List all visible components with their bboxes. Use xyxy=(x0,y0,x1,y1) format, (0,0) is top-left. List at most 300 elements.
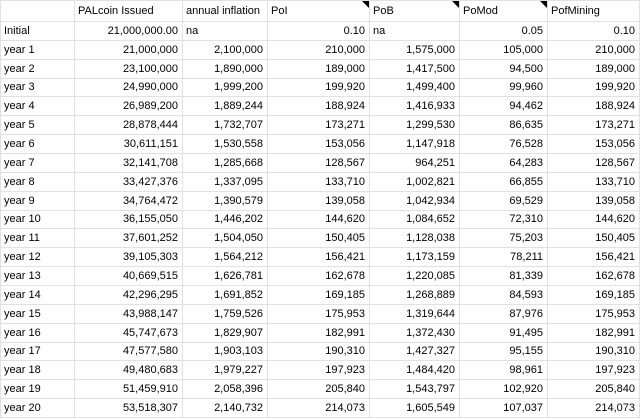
cell-value: 26,989,200 xyxy=(122,100,178,113)
cell-value: year 7 xyxy=(4,156,35,169)
cell-value: 189,000 xyxy=(325,62,365,75)
cell-value: 42,296,295 xyxy=(122,288,178,301)
cell-value: 37,601,252 xyxy=(122,232,178,245)
cell-value: 1,564,212 xyxy=(214,251,263,264)
cell[interactable] xyxy=(548,79,640,98)
cell-value: 1,268,889 xyxy=(406,288,455,301)
cell-value: 107,037 xyxy=(503,402,543,415)
cell-value: 28,878,444 xyxy=(122,119,178,132)
cell-value: 43,988,147 xyxy=(122,307,178,320)
cell[interactable] xyxy=(183,324,268,343)
row-label[interactable] xyxy=(1,60,75,79)
cell[interactable] xyxy=(460,343,548,362)
cell[interactable] xyxy=(460,79,548,98)
cell[interactable] xyxy=(183,116,268,135)
cell-value: 1,299,530 xyxy=(406,119,455,132)
cell[interactable] xyxy=(75,324,183,343)
cell[interactable] xyxy=(370,324,460,343)
cell[interactable] xyxy=(548,154,640,173)
cell-value: 40,669,515 xyxy=(122,270,178,283)
cell-value: year 12 xyxy=(4,251,41,264)
cell[interactable] xyxy=(370,79,460,98)
cell-value: 64,283 xyxy=(509,156,543,169)
cell-value: 2,058,396 xyxy=(214,383,263,396)
cell-value: 1,759,526 xyxy=(214,307,263,320)
cell[interactable] xyxy=(548,324,640,343)
corner-cell[interactable] xyxy=(1,1,75,22)
cell[interactable] xyxy=(370,135,460,154)
cell[interactable] xyxy=(460,97,548,116)
cell-value: year 11 xyxy=(4,232,40,245)
cell[interactable] xyxy=(183,41,268,60)
cell[interactable] xyxy=(370,41,460,60)
cell-value: 173,271 xyxy=(325,119,365,132)
column-header-label: PoI xyxy=(271,5,288,17)
cell-value: 1,889,244 xyxy=(214,100,263,113)
cell[interactable] xyxy=(548,305,640,324)
row-label[interactable] xyxy=(1,361,75,380)
row-label[interactable] xyxy=(1,79,75,98)
cell-value: 182,991 xyxy=(595,326,635,339)
cell-value: 144,620 xyxy=(325,213,365,226)
cell[interactable] xyxy=(548,343,640,362)
cell[interactable] xyxy=(75,22,183,41)
cell[interactable] xyxy=(268,343,370,362)
cell-value: 30,611,151 xyxy=(123,138,178,151)
cell-value: 94,500 xyxy=(509,62,543,75)
cell[interactable] xyxy=(268,60,370,79)
cell-value: 153,056 xyxy=(595,138,635,151)
cell[interactable] xyxy=(183,343,268,362)
cell[interactable] xyxy=(75,192,183,211)
cell[interactable] xyxy=(370,173,460,192)
cell[interactable] xyxy=(460,305,548,324)
cell[interactable] xyxy=(268,267,370,286)
cell-value: 91,495 xyxy=(509,326,543,339)
cell[interactable] xyxy=(75,380,183,399)
cell[interactable] xyxy=(75,229,183,248)
cell-value: 189,000 xyxy=(595,62,635,75)
cell[interactable] xyxy=(75,97,183,116)
cell-value: 2,100,000 xyxy=(214,43,263,56)
cell[interactable] xyxy=(548,41,640,60)
cell[interactable] xyxy=(268,229,370,248)
cell-value: year 13 xyxy=(4,270,41,283)
cell-value: na xyxy=(373,24,386,37)
cell[interactable] xyxy=(75,135,183,154)
cell[interactable] xyxy=(548,286,640,305)
cell[interactable] xyxy=(183,60,268,79)
cell[interactable] xyxy=(370,267,460,286)
cell[interactable] xyxy=(75,211,183,230)
cell-value: 72,310 xyxy=(509,213,543,226)
cell[interactable] xyxy=(183,135,268,154)
cell-value: 150,405 xyxy=(325,232,365,245)
cell[interactable] xyxy=(460,229,548,248)
row-label[interactable] xyxy=(1,229,75,248)
cell-value: 133,710 xyxy=(325,175,365,188)
cell-value: 1,416,933 xyxy=(406,100,455,113)
row-label[interactable] xyxy=(1,324,75,343)
note-icon xyxy=(540,1,547,8)
cell-value: 1,427,327 xyxy=(406,345,455,358)
cell-value: 1,128,038 xyxy=(406,232,455,245)
cell-value: 32,141,708 xyxy=(122,156,178,169)
cell-value: 175,953 xyxy=(595,307,635,320)
cell-value: 51,459,910 xyxy=(122,383,178,396)
cell-value: 1,484,420 xyxy=(406,364,455,377)
cell[interactable] xyxy=(460,22,548,41)
cell-value: 84,593 xyxy=(509,288,543,301)
row-label[interactable] xyxy=(1,211,75,230)
cell[interactable] xyxy=(548,267,640,286)
cell-value: 188,924 xyxy=(325,100,365,113)
cell[interactable] xyxy=(268,173,370,192)
cell-value: 39,105,303 xyxy=(122,251,178,264)
cell-value: 23,100,000 xyxy=(122,62,178,75)
column-header-poi[interactable] xyxy=(268,1,370,22)
cell-value: 214,073 xyxy=(325,402,365,415)
cell-value: 66,855 xyxy=(509,175,543,188)
cell[interactable] xyxy=(183,97,268,116)
cell-value: 169,185 xyxy=(325,288,365,301)
cell[interactable] xyxy=(268,305,370,324)
cell[interactable] xyxy=(183,79,268,98)
cell-value: 36,155,050 xyxy=(122,213,178,226)
cell[interactable] xyxy=(370,248,460,267)
cell[interactable] xyxy=(370,286,460,305)
cell-value: 0.05 xyxy=(521,24,543,37)
cell[interactable] xyxy=(268,286,370,305)
cell-value: 173,271 xyxy=(595,119,635,132)
cell-value: 98,961 xyxy=(509,364,543,377)
cell-value: 1,605,549 xyxy=(406,402,455,415)
cell-value: year 2 xyxy=(4,62,35,75)
cell[interactable] xyxy=(460,380,548,399)
row-label[interactable] xyxy=(1,380,75,399)
cell-value: year 16 xyxy=(4,326,41,339)
cell-value: 24,990,000 xyxy=(122,81,178,94)
cell-value: 1,285,668 xyxy=(214,156,263,169)
cell-value: 94,462 xyxy=(509,100,543,113)
cell[interactable] xyxy=(548,399,640,418)
cell[interactable] xyxy=(75,248,183,267)
cell[interactable] xyxy=(75,399,183,418)
cell-value: 188,924 xyxy=(595,100,635,113)
cell[interactable] xyxy=(183,22,268,41)
cell[interactable] xyxy=(183,399,268,418)
cell[interactable] xyxy=(75,154,183,173)
column-header-pob[interactable] xyxy=(370,1,460,22)
cell[interactable] xyxy=(460,399,548,418)
cell-value: 210,000 xyxy=(595,43,635,56)
cell-value: 1,543,797 xyxy=(406,383,455,396)
cell[interactable] xyxy=(268,248,370,267)
cell[interactable] xyxy=(75,286,183,305)
cell[interactable] xyxy=(183,305,268,324)
cell[interactable] xyxy=(268,361,370,380)
cell[interactable] xyxy=(268,192,370,211)
cell[interactable] xyxy=(460,248,548,267)
cell-value: 197,923 xyxy=(325,364,365,377)
cell-value: 190,310 xyxy=(595,345,635,358)
cell[interactable] xyxy=(460,324,548,343)
cell-value: 76,528 xyxy=(509,138,543,151)
cell[interactable] xyxy=(268,79,370,98)
cell[interactable] xyxy=(268,135,370,154)
cell[interactable] xyxy=(370,60,460,79)
cell-value: 1,417,500 xyxy=(406,62,455,75)
cell[interactable] xyxy=(548,22,640,41)
cell[interactable] xyxy=(268,97,370,116)
column-header-pomod[interactable] xyxy=(460,1,548,22)
cell-value: 86,635 xyxy=(509,119,543,132)
cell[interactable] xyxy=(370,361,460,380)
cell-value: 87,976 xyxy=(509,307,543,320)
cell-value: 0.10 xyxy=(613,24,635,37)
cell-value: 162,678 xyxy=(595,270,635,283)
cell-value: 139,058 xyxy=(595,194,635,207)
cell[interactable] xyxy=(268,211,370,230)
cell-value: 1,337,095 xyxy=(214,175,263,188)
cell-value: 128,567 xyxy=(595,156,635,169)
cell[interactable] xyxy=(268,324,370,343)
cell-value: 175,953 xyxy=(325,307,365,320)
cell-value: 1,829,907 xyxy=(214,326,263,339)
cell[interactable] xyxy=(460,361,548,380)
cell[interactable] xyxy=(183,380,268,399)
row-label[interactable] xyxy=(1,116,75,135)
cell[interactable] xyxy=(370,97,460,116)
cell[interactable] xyxy=(370,229,460,248)
cell[interactable] xyxy=(75,116,183,135)
cell[interactable] xyxy=(183,229,268,248)
cell-value: 1,372,430 xyxy=(406,326,455,339)
cell-value: 128,567 xyxy=(325,156,365,169)
cell[interactable] xyxy=(548,229,640,248)
cell-value: 1,626,781 xyxy=(214,270,263,283)
note-icon xyxy=(452,1,459,8)
cell-value: 75,203 xyxy=(509,232,543,245)
cell-value: 1,575,000 xyxy=(406,43,455,56)
cell-value: 162,678 xyxy=(325,270,365,283)
cell[interactable] xyxy=(183,211,268,230)
row-label[interactable] xyxy=(1,22,75,41)
cell-value: 53,518,307 xyxy=(122,402,178,415)
cell[interactable] xyxy=(268,22,370,41)
cell-value: 199,920 xyxy=(325,81,365,94)
cell[interactable] xyxy=(75,173,183,192)
cell[interactable] xyxy=(75,79,183,98)
cell-value: 169,185 xyxy=(595,288,635,301)
cell[interactable] xyxy=(268,41,370,60)
column-header-label: PALcoin Issued xyxy=(78,5,154,17)
row-label[interactable] xyxy=(1,248,75,267)
cell-value: 210,000 xyxy=(325,43,365,56)
cell[interactable] xyxy=(268,399,370,418)
row-label[interactable] xyxy=(1,192,75,211)
cell-value: 156,421 xyxy=(595,251,635,264)
cell[interactable] xyxy=(183,267,268,286)
cell-value: 21,000,000.00 xyxy=(107,24,178,37)
cell-value: 1,147,918 xyxy=(406,138,455,151)
row-label[interactable] xyxy=(1,267,75,286)
cell[interactable] xyxy=(370,22,460,41)
cell-value: 1,002,821 xyxy=(406,175,455,188)
cell[interactable] xyxy=(370,192,460,211)
cell-value: year 14 xyxy=(4,288,41,301)
cell-value: 197,923 xyxy=(595,364,635,377)
cell[interactable] xyxy=(460,41,548,60)
cell[interactable] xyxy=(548,60,640,79)
cell[interactable] xyxy=(183,173,268,192)
row-label[interactable] xyxy=(1,173,75,192)
cell-value: year 19 xyxy=(4,383,41,396)
cell-value: 47,577,580 xyxy=(122,345,178,358)
row-label[interactable] xyxy=(1,305,75,324)
cell-value: 1,499,400 xyxy=(406,81,455,94)
cell-value: 34,764,472 xyxy=(122,194,178,207)
column-header-label: PoB xyxy=(373,5,394,17)
cell[interactable] xyxy=(548,192,640,211)
cell[interactable] xyxy=(548,135,640,154)
cell[interactable] xyxy=(548,248,640,267)
cell-value: year 18 xyxy=(4,364,41,377)
cell-value: 81,339 xyxy=(509,270,543,283)
cell[interactable] xyxy=(370,116,460,135)
cell-value: 1,979,227 xyxy=(214,364,263,377)
cell-value: year 17 xyxy=(4,345,41,358)
cell-value: 1,732,707 xyxy=(214,119,263,132)
cell[interactable] xyxy=(370,399,460,418)
cell[interactable] xyxy=(548,361,640,380)
cell[interactable] xyxy=(460,267,548,286)
cell-value: year 5 xyxy=(4,119,35,132)
cell[interactable] xyxy=(183,154,268,173)
row-label[interactable] xyxy=(1,97,75,116)
cell[interactable] xyxy=(460,135,548,154)
cell-value: 964,251 xyxy=(415,156,455,169)
cell-value: year 6 xyxy=(4,138,35,151)
row-label[interactable] xyxy=(1,399,75,418)
column-header-label: PofMining xyxy=(551,5,600,17)
cell-value: 1,319,644 xyxy=(406,307,455,320)
cell-value: 182,991 xyxy=(325,326,365,339)
cell-value: year 9 xyxy=(4,194,35,207)
row-label[interactable] xyxy=(1,154,75,173)
cell[interactable] xyxy=(183,361,268,380)
cell-value: 139,058 xyxy=(325,194,365,207)
cell-value: 1,220,085 xyxy=(406,270,455,283)
cell[interactable] xyxy=(460,192,548,211)
row-label[interactable] xyxy=(1,135,75,154)
cell-value: 1,890,000 xyxy=(214,62,263,75)
cell[interactable] xyxy=(183,248,268,267)
cell[interactable] xyxy=(460,154,548,173)
row-label[interactable] xyxy=(1,343,75,362)
cell[interactable] xyxy=(370,343,460,362)
cell[interactable] xyxy=(370,305,460,324)
cell[interactable] xyxy=(460,211,548,230)
cell-value: year 15 xyxy=(4,307,41,320)
cell[interactable] xyxy=(183,286,268,305)
cell[interactable] xyxy=(75,305,183,324)
cell[interactable] xyxy=(268,154,370,173)
row-label[interactable] xyxy=(1,286,75,305)
cell[interactable] xyxy=(460,286,548,305)
column-header-pofmining[interactable] xyxy=(548,1,640,22)
cell[interactable] xyxy=(268,116,370,135)
cell-value: 133,710 xyxy=(595,175,635,188)
cell-value: 1,999,200 xyxy=(214,81,263,94)
cell[interactable] xyxy=(548,173,640,192)
cell-value: 1,691,852 xyxy=(214,288,263,301)
cell[interactable] xyxy=(548,380,640,399)
cell[interactable] xyxy=(460,173,548,192)
cell-value: 102,920 xyxy=(503,383,543,396)
cell-value: year 4 xyxy=(4,100,35,113)
cell[interactable] xyxy=(548,97,640,116)
cell-value: 95,155 xyxy=(509,345,543,358)
column-header-annual-inflation[interactable] xyxy=(183,1,268,22)
cell-value: 1,042,934 xyxy=(406,194,455,207)
cell-value: 33,427,376 xyxy=(122,175,178,188)
cell[interactable] xyxy=(460,116,548,135)
cell[interactable] xyxy=(370,380,460,399)
cell-value: 156,421 xyxy=(325,251,365,264)
cell[interactable] xyxy=(183,192,268,211)
cell-value: 153,056 xyxy=(325,138,365,151)
cell-value: 105,000 xyxy=(503,43,543,56)
cell[interactable] xyxy=(548,211,640,230)
cell-value: 150,405 xyxy=(595,232,635,245)
cell[interactable] xyxy=(75,60,183,79)
cell-value: year 1 xyxy=(4,43,35,56)
cell[interactable] xyxy=(370,154,460,173)
cell[interactable] xyxy=(268,380,370,399)
column-header-palcoin-issued[interactable] xyxy=(75,1,183,22)
cell-value: 1,903,103 xyxy=(214,345,263,358)
cell-value: 1,173,159 xyxy=(406,251,455,264)
cell[interactable] xyxy=(75,343,183,362)
cell[interactable] xyxy=(460,60,548,79)
cell-value: 49,480,683 xyxy=(122,364,178,377)
cell-value: 1,084,652 xyxy=(406,213,455,226)
cell-value: 214,073 xyxy=(595,402,635,415)
cell-value: 1,504,050 xyxy=(214,232,263,245)
cell[interactable] xyxy=(75,361,183,380)
cell-value: 0.10 xyxy=(343,24,365,37)
column-header-label: PoMod xyxy=(463,5,498,17)
cell-value: 21,000,000 xyxy=(122,43,178,56)
cell-value: 69,529 xyxy=(509,194,543,207)
cell[interactable] xyxy=(75,267,183,286)
cell-value: 1,446,202 xyxy=(214,213,263,226)
cell-value: Initial xyxy=(4,24,30,37)
cell[interactable] xyxy=(370,211,460,230)
row-label[interactable] xyxy=(1,41,75,60)
cell-value: 1,390,579 xyxy=(214,194,263,207)
cell-value: 45,747,673 xyxy=(122,326,178,339)
column-header-label: annual inflation xyxy=(186,5,261,17)
cell[interactable] xyxy=(75,41,183,60)
cell-value: 1,530,558 xyxy=(214,138,263,151)
cell-value: 190,310 xyxy=(325,345,365,358)
cell-value: year 3 xyxy=(4,81,35,94)
cell-value: 144,620 xyxy=(595,213,635,226)
cell[interactable] xyxy=(548,116,640,135)
note-icon xyxy=(362,1,369,8)
